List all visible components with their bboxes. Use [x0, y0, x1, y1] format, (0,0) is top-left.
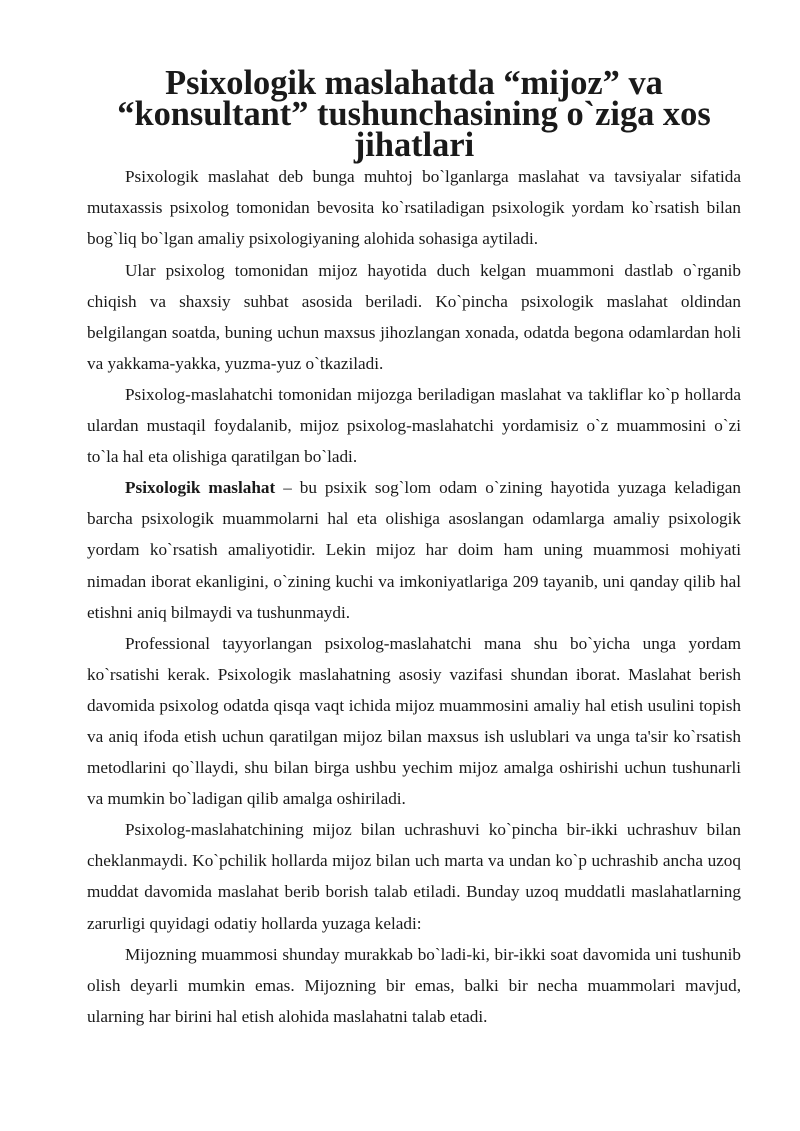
paragraph-text: – bu psixik sog`lom odam o`zining hayotida yuzaga keladigan barcha psixologik muammolarni hal eta olishiga asoslangan odamlarga amaliy psixologik yordam ko`rsatish amaliyotidir. Lekin mijoz har doim ham uning muammosi mohiyati nimadan iborat ekanligini, o`zining kuchi va imkoniyatlariga 209 tayanib, uni qanday qilib hal etishni aniq bilmaydi va tushunmaydi.	[87, 478, 742, 622]
paragraph-professional	[87, 628, 741, 815]
document-page	[87, 64, 742, 1032]
paragraph-text: Ular psixolog tomonidan mijoz hayotida duch kelgan muammoni dastlab o`rganib chiqish va shaxsiy suhbat asosida beriladi. Ko`pincha psixologik maslahat oldindan belgilangan soatda, buning uchun maxsus jihozlangan xonada, odatda begona odamlardan holi va yakkama-yakka, yuzma-yuz o`tkaziladi.	[87, 260, 741, 373]
paragraph-meetings	[87, 814, 741, 938]
paragraph-text: Psixolog-maslahatchi tomonidan mijozga beriladigan maslahat va takliflar ko`p hollarda ulardan mustaqil foydalanib, mijoz psixolog-maslahatchi yordamisiz o`z muammosini o`zi to`la hal eta olishiga qaratilgan bo`ladi.	[87, 384, 741, 467]
paragraph-text: Professional tayyorlangan psixolog-maslahatchi mana shu bo`yicha unga yordam ko`rsatishi kerak. Psixologik maslahatning asosiy vazifasi shundan iborat. Maslahat berish davomida psixolog odatda qisqa vaqt ichida mijoz muammosini amaliy hal etish usulini topish va aniq ifoda etish uchun qaratilgan mijoz bilan maxsus ish uslublari va unga ta'sir ko`rsatish metodlarini qo`llaydi, shu bilan birga ushbu yechim mijoz amalga oshirishi uchun tushunarli va mumkin bo`ladigan qilib amalga oshiriladi.	[87, 633, 741, 809]
paragraph-complex-problem	[87, 939, 741, 1032]
defined-term: Psixologik maslahat	[125, 478, 276, 498]
paragraph-definition	[87, 161, 741, 254]
paragraph-text: Psixolog-maslahatchining mijoz bilan uchrashuvi ko`pincha bir-ikki uchrashuv bilan cheklanmaydi. Ko`pchilik hollarda mijoz bilan uch marta va undan ko`p uchrashib ancha uzoq muddat davomida maslahat berib borish talab etiladi. Bunday uzoq muddatli maslahatlarning zarurligi quyidagi odatiy hollarda yuzaga keladi:	[87, 820, 741, 933]
paragraph-text: Psixologik maslahat deb bunga muhtoj bo`lganlarga maslahat va tavsiyalar sifatida mutaxassis psixolog tomonidan bevosita ko`rsatiladigan psixologik yordam ko`rsatish bilan bog`liq bo`lgan amaliy psixologiyaning alohida sohasiga aytiladi.	[87, 167, 741, 249]
document-title: Psixologik maslahatda “mijoz” va “konsultant” tushunchasining o`ziga xos jihatlari	[117, 64, 711, 165]
paragraph-term-definition	[87, 472, 741, 627]
paragraph-conduct	[87, 255, 741, 379]
paragraph-text: Mijozning muammosi shunday murakkab bo`ladi-ki, bir-ikki soat davomida uni tushunib olish deyarli mumkin emas. Mijozning bir emas, balki bir necha muammolari mavjud, ularning har birini hal etish alohida maslahatni talab etadi.	[87, 944, 741, 1026]
paragraph-advice-goal	[87, 379, 741, 472]
